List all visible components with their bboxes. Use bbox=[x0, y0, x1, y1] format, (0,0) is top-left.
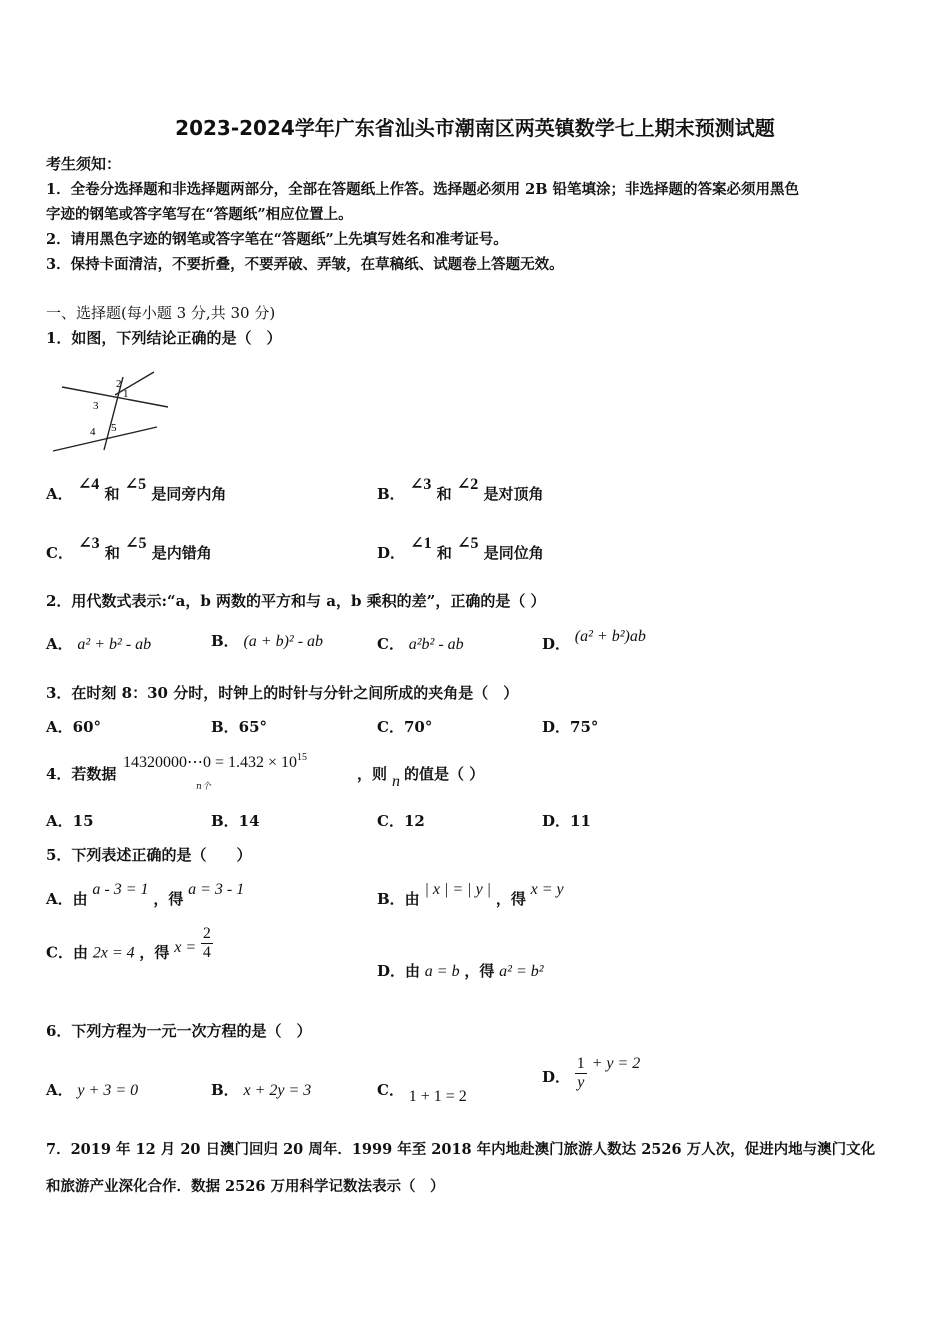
option-text: 是内错角 bbox=[151, 544, 212, 562]
equation: 2x = 4 bbox=[92, 944, 135, 962]
fig-label-2: 2 bbox=[116, 378, 122, 390]
q5-stem: 5．下列表述正确的是（ ） bbox=[46, 846, 252, 864]
and-text: 和 bbox=[436, 544, 452, 562]
section-heading: 一、选择题(每小题 3 分,共 30 分) bbox=[46, 304, 276, 322]
angle: ∠1 bbox=[410, 535, 432, 552]
q3-option-d: D．75° bbox=[542, 718, 599, 736]
fraction-denominator: y bbox=[577, 1074, 585, 1091]
option-key: C． bbox=[377, 635, 404, 653]
equation: x = y bbox=[530, 881, 564, 898]
fig-label-5: 5 bbox=[111, 422, 117, 434]
number-expression: 14320000⋯0 = 1.432 × 10 bbox=[123, 754, 298, 771]
option-key: A． bbox=[46, 485, 73, 503]
equation: y + 3 = 0 bbox=[77, 1082, 139, 1099]
option-key: C． bbox=[377, 1081, 404, 1099]
q2-stem: 2．用代数式表示:“a，b 两数的平方和与 a，b 乘积的差”，正确的是（ ） bbox=[46, 592, 546, 610]
equation: a² = b² bbox=[499, 963, 544, 980]
notice-line-1b: 字迹的钢笔或答字笔写在“答题纸”相应位置上。 bbox=[46, 206, 353, 223]
notice-line-2: 2．请用黑色字迹的钢笔或答字笔在“答题纸”上先填写姓名和准考证号。 bbox=[46, 231, 508, 248]
q4-number bbox=[123, 752, 307, 772]
q5-option-c bbox=[46, 925, 213, 972]
q3-option-b: B．65° bbox=[211, 718, 268, 736]
q2-option-c bbox=[377, 633, 464, 654]
angle: ∠4 bbox=[77, 476, 100, 493]
fraction-numerator: 1 bbox=[576, 1055, 585, 1072]
expression: (a² + b²)ab bbox=[574, 628, 646, 645]
angle: ∠2 bbox=[456, 476, 479, 493]
get-text: ，得 bbox=[495, 890, 526, 908]
q3-option-c: C．70° bbox=[377, 718, 433, 736]
angle: ∠3 bbox=[78, 535, 100, 552]
fraction-denominator: 4 bbox=[202, 944, 211, 961]
option-text: 是同旁内角 bbox=[151, 485, 227, 503]
and-text: 和 bbox=[104, 485, 120, 503]
and-text: 和 bbox=[104, 544, 120, 562]
get-text: ，得 bbox=[153, 890, 184, 908]
and-text: 和 bbox=[436, 485, 452, 503]
equation: x + 2y = 3 bbox=[243, 1082, 312, 1099]
q4-n: n bbox=[392, 773, 400, 790]
q1-option-d bbox=[377, 535, 544, 563]
q4-option-a: A．15 bbox=[46, 812, 94, 830]
notice-heading: 考生须知： bbox=[46, 155, 122, 173]
option-key: C． bbox=[46, 544, 73, 562]
exponent: 15 bbox=[297, 752, 308, 763]
option-key: B． bbox=[377, 485, 405, 503]
q1-option-b bbox=[377, 476, 544, 504]
equation-rest: + y = 2 bbox=[591, 1054, 641, 1072]
fig-label-3: 3 bbox=[93, 400, 99, 412]
option-key: B． bbox=[211, 632, 239, 650]
q6-option-d bbox=[542, 1055, 640, 1092]
fig-label-1: 1 bbox=[123, 388, 129, 400]
expression: (a + b)² - ab bbox=[243, 633, 324, 650]
q2-option-b bbox=[211, 630, 323, 651]
notice-line-3: 3．保持卡面清洁，不要折叠，不要弄破、弄皱，在草稿纸、试题卷上答题无效。 bbox=[46, 256, 564, 273]
option-key: B．由 bbox=[377, 890, 420, 908]
q6-stem: 6．下列方程为一元一次方程的是（ ） bbox=[46, 1022, 312, 1040]
q4-prefix: 4．若数据 bbox=[46, 765, 117, 783]
get-text: ，得 bbox=[464, 962, 495, 980]
q2-option-d bbox=[542, 625, 646, 653]
option-key: D． bbox=[542, 1067, 571, 1086]
equation: 1 + 1 = 2 bbox=[408, 1088, 467, 1105]
equation: | x | = | y | bbox=[424, 881, 492, 898]
q1-option-c bbox=[46, 535, 212, 563]
option-key: A． bbox=[46, 635, 73, 653]
equation: a = b bbox=[424, 963, 460, 980]
option-text: 是同位角 bbox=[483, 544, 544, 562]
q7-line-1: 7．2019 年 12 月 20 日澳门回归 20 周年．1999 年至 2018 年内地赴澳门旅游人数达 2526 万人次，促进内地与澳门文化 bbox=[46, 1141, 876, 1158]
q7-line-2: 和旅游产业深化合作．数据 2526 万用科学记数法表示（ ） bbox=[46, 1178, 445, 1195]
q4-option-c: C．12 bbox=[377, 812, 425, 830]
q4-mid: ，则 bbox=[357, 765, 388, 783]
angle: ∠5 bbox=[457, 535, 479, 552]
option-key: B． bbox=[211, 1081, 239, 1099]
expression: a² + b² - ab bbox=[77, 636, 152, 653]
angle: ∠5 bbox=[124, 476, 147, 493]
q2-option-a bbox=[46, 633, 151, 654]
page-title: 2023-2024学年广东省汕头市潮南区两英镇数学七上期末预测试题 bbox=[175, 116, 775, 140]
q1-option-a bbox=[46, 476, 227, 504]
q4-option-b: B．14 bbox=[211, 812, 260, 830]
option-key: D． bbox=[542, 635, 571, 653]
fraction-numerator: 2 bbox=[202, 925, 211, 942]
equation-lhs: x = bbox=[174, 938, 197, 956]
option-key: A． bbox=[46, 1081, 73, 1099]
q6-option-a bbox=[46, 1079, 138, 1100]
q4-post: 的值是（ ） bbox=[404, 765, 485, 783]
get-text: ，得 bbox=[139, 943, 170, 962]
q6-option-c bbox=[377, 1079, 467, 1105]
option-key: D． bbox=[377, 544, 406, 562]
q4-option-d: D．11 bbox=[542, 812, 591, 830]
angle: ∠5 bbox=[125, 535, 147, 552]
angle: ∠3 bbox=[409, 476, 432, 493]
q3-stem: 3．在时刻 8：30 分时，时钟上的时针与分针之间所成的夹角是（ ） bbox=[46, 684, 519, 702]
option-key: D．由 bbox=[377, 962, 421, 980]
fraction bbox=[575, 1055, 587, 1092]
expression: a²b² - ab bbox=[408, 636, 464, 653]
q1-stem: 1．如图，下列结论正确的是（ ） bbox=[46, 329, 282, 347]
option-key: A．由 bbox=[46, 890, 88, 908]
q5-option-b bbox=[377, 878, 564, 908]
fig-label-4: 4 bbox=[90, 426, 96, 438]
q4-brace-label: n个 bbox=[196, 782, 211, 792]
option-key: C．由 bbox=[46, 943, 88, 962]
q5-option-a bbox=[46, 878, 245, 908]
q5-option-d bbox=[377, 960, 544, 981]
q3-option-a: A．60° bbox=[46, 718, 102, 736]
fraction bbox=[201, 925, 213, 962]
notice-line-1: 1．全卷分选择题和非选择题两部分，全部在答题纸上作答。选择题必须用 2B 铅笔填涂；非选择题的答案必须用黑色 bbox=[46, 181, 800, 198]
equation: a - 3 = 1 bbox=[92, 881, 149, 898]
q6-option-b bbox=[211, 1079, 311, 1100]
equation: a = 3 - 1 bbox=[188, 881, 245, 898]
q1-figure bbox=[50, 365, 175, 460]
option-text: 是对顶角 bbox=[483, 485, 544, 503]
